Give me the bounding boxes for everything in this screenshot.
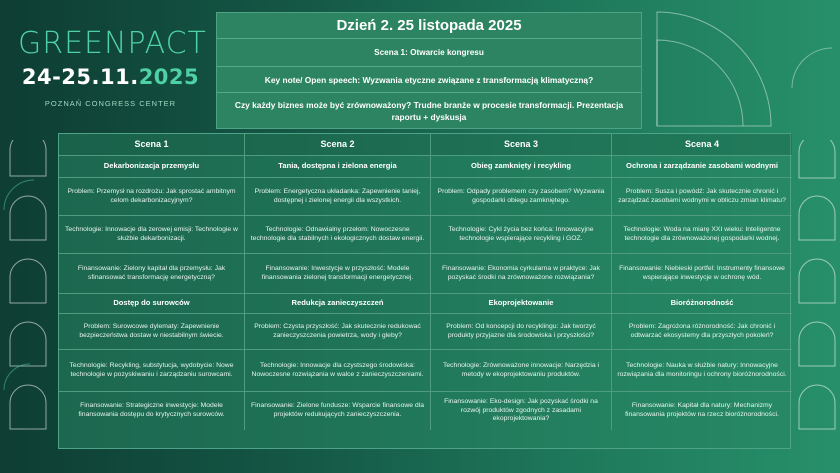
scene-header: Scena 2 bbox=[245, 134, 431, 156]
event-dates-days: 24-25.11. bbox=[21, 65, 139, 89]
event-dates-year: 2025 bbox=[138, 65, 200, 89]
keynote-session: Key note/ Open speech: Wyzwania etyczne związane z transformacją klimatyczną? bbox=[217, 67, 641, 93]
session-problem: Problem: Czysta przyszłość: Jak skutecznie redukować zanieczyszczenia powietrza, wody i gleby? bbox=[245, 314, 431, 350]
day-title: Dzień 2. 25 listopada 2025 bbox=[217, 13, 641, 39]
session-technology: Technologie: Innowacje dla czystszego środowiska: Nowoczesne rozwiązania w walce z zanieczyszczeniami. bbox=[245, 350, 431, 392]
session-technology: Technologie: Zrównoważone innowacje: Narzędzia i metody w ekoprojektowaniu produktów. bbox=[431, 350, 612, 392]
debate-session: Czy każdy biznes może być zrównoważony? Trudne branże w procesie transformacji. Prezentacja raportu + dyskusja bbox=[234, 99, 624, 122]
topic-title: Bioróżnorodność bbox=[612, 294, 792, 314]
session-problem: Problem: Susza i powódź: Jak skutecznie chronić i zarządzać zasobami wodnymi w obliczu zmian klimatu? bbox=[612, 178, 792, 216]
session-technology: Technologie: Woda na miarę XXI wieku: Inteligentne technologie dla zrównoważonej gospodarki wodnej. bbox=[612, 216, 792, 254]
session-problem: Problem: Od koncepcji do recyklingu: Jak tworzyć produkty przyjazne dla środowiska i przyszłości? bbox=[431, 314, 612, 350]
decorative-arc-top-right bbox=[790, 10, 835, 90]
session-financing: Finansowanie: Inwestycje w przyszłość: Modele finansowania zielonej transformacji energetycznej. bbox=[245, 254, 431, 294]
session-problem: Problem: Odpady problemem czy zasobem? Wyzwania gospodarki obiegu zamkniętego. bbox=[431, 178, 612, 216]
event-logo-name: GREENPACT bbox=[18, 26, 207, 61]
event-brand bbox=[18, 26, 207, 108]
session-technology: Technologie: Odnawialny przełom: Nowoczesne technologie dla stabilnych i ekologicznych dostaw energii. bbox=[245, 216, 431, 254]
session-financing: Finansowanie: Niebieski portfel: Instrumenty finansowe wspierające inwestycje w ochronę wód. bbox=[612, 254, 792, 294]
topic-title: Ochrona i zarządzanie zasobami wodnymi bbox=[612, 156, 792, 178]
event-venue: POZNAŃ CONGRESS CENTER bbox=[44, 99, 177, 108]
scene-header: Scena 3 bbox=[431, 134, 612, 156]
event-dates bbox=[18, 65, 203, 89]
decorative-arcs-left bbox=[0, 140, 58, 473]
scene-header: Scena 1 bbox=[59, 134, 245, 156]
session-financing: Finansowanie: Zielone fundusze: Wsparcie finansowe dla projektów redukujących zanieczyszczenia. bbox=[245, 392, 431, 430]
session-financing: Finansowanie: Zielony kapitał dla przemysłu: Jak sfinansować transformację energetyczną? bbox=[59, 254, 245, 294]
topic-title: Tania, dostępna i zielona energia bbox=[245, 156, 431, 178]
session-technology: Technologie: Innowacje dla zerowej emisji: Technologie w służbie dekarbonizacji. bbox=[59, 216, 245, 254]
session-technology: Technologie: Nauka w służbie natury: Innowacyjne rozwiązania dla monitoringu i ochrony bioróżnorodności. bbox=[612, 350, 792, 392]
topic-title: Obieg zamknięty i recykling bbox=[431, 156, 612, 178]
opening-session: Scena 1: Otwarcie kongresu bbox=[217, 39, 641, 67]
session-financing: Finansowanie: Kapitał dla natury: Mechanizmy finansowania projektów na rzecz bioróżnorodności. bbox=[625, 402, 779, 418]
topic-title: Redukcja zanieczyszczeń bbox=[245, 294, 431, 314]
decorative-arcs-right bbox=[791, 140, 840, 473]
session-problem: Problem: Przemysł na rozdrożu: Jak sprostać ambitnym celom dekarbonizacyjnym? bbox=[59, 178, 245, 216]
session-technology: Technologie: Cykl życia bez końca: Innowacyjne technologie wspierające recykling i GOZ. bbox=[431, 216, 612, 254]
session-financing: Finansowanie: Strategiczne inwestycje: Modele finansowania dostępu do krytycznych surowców. bbox=[59, 392, 245, 430]
agenda-grid bbox=[58, 133, 791, 449]
session-problem: Problem: Zagrożona różnorodność: Jak chronić i odtwarzać ekosystemy dla przyszłych pokoleń? bbox=[612, 314, 792, 350]
topic-title: Ekoprojektowanie bbox=[431, 294, 612, 314]
session-problem: Problem: Surowcowe dylematy: Zapewnienie bezpieczeństwa dostaw w niestabilnym świecie. bbox=[59, 314, 245, 350]
scene-header: Scena 4 bbox=[612, 134, 792, 156]
session-financing: Finansowanie: Eko-design: Jak pozyskać środki na rozwój produktów zgodnych z zasadami ekoprojektowania? bbox=[431, 392, 612, 430]
session-problem: Problem: Energetyczna układanka: Zapewnienie taniej, dostępnej i zielonej energii dla wszystkich. bbox=[245, 178, 431, 216]
session-financing: Finansowanie: Ekonomia cyrkularna w praktyce: Jak pozyskać środki na zrównoważone rozwiązania? bbox=[431, 254, 612, 294]
topic-title: Dostęp do surowców bbox=[59, 294, 245, 314]
decorative-quarter-circle-top-right bbox=[655, 10, 785, 128]
topic-title: Dekarbonizacja przemysłu bbox=[59, 156, 245, 178]
session-technology: Technologie: Recykling, substytucja, wydobycie: Nowe technologie w pozyskiwaniu i zarządzaniu surowcami. bbox=[59, 350, 245, 392]
day-header bbox=[216, 12, 642, 129]
